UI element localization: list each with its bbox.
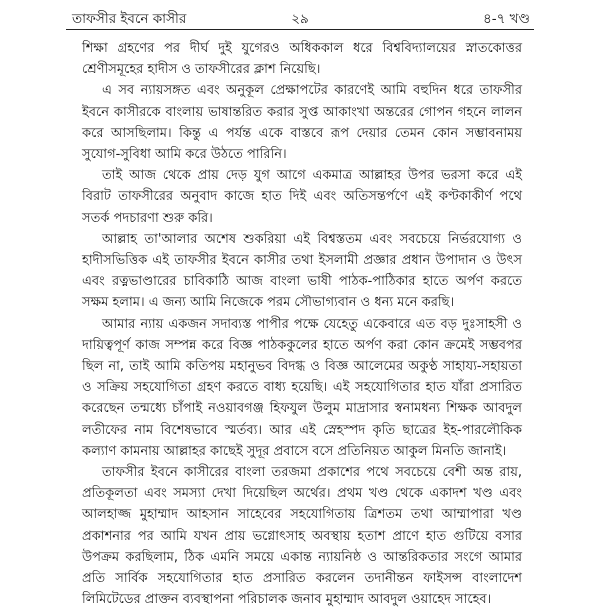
paragraph-6: তাফসীর ইবনে কাসীরের বাংলা তরজমা প্রকাশের পথে সবচেয়ে বেশী অন্ত রায়, প্রতিকূলতা এবং সমস্যা দেখা দিয়েছিল অর্থের। প্রথম খণ্ড থেকে একাদশ খণ্ড এবং আলহাজ্জ মুহাম্মাদ আহসান সাহেবের সহযোগিতায় ত্রিশতম তথা আম্মাপারা খণ্ড প্রকাশনার পর আমি যখন প্রায় ভগ্নোৎসাহ অবস্থায় হতাশ প্রাণে হাত গুটিয়ে বসার উপক্রম করছিলাম, ঠিক এমনি সময়ে একান্ত ন্যায়নিষ্ঠ ও আন্তরিকতার সংগে আমার প্রতি সার্বিক সহযোগিতার হাত প্রসারিত করলেন তদানীন্তন ফাইসন্স বাংলাদেশ লিমিটেডের প্রাক্তন ব্যবস্থাপনা পরিচালক জনাব মুহাম্মাদ আবদুল ওয়াহেদ সাহেব। bbox=[82, 465, 522, 608]
header-rule bbox=[66, 29, 534, 30]
page-header bbox=[66, 8, 534, 30]
page-number: ২৯ bbox=[291, 11, 309, 27]
paragraph-4: আল্লাহ তা'আলার অশেষ শুকরিয়া এই বিশ্বস্ততম এবং সবচেয়ে নির্ভরযোগ্য ও হাদীসভিত্তিক এই তাফসীর ইবনে কাসীর তথা ইসলামী প্রজ্ঞার প্রধান উপাদান ও উৎস এবং রত্নভাণ্ডারের চাবিকাঠি আজ বাংলা ভাষী পাঠক-পাঠিকার হাতে অর্পণ করতে সক্ষম হলাম। এ জন্য আমি নিজেকে পরম সৌভাগ্যবান ও ধন্য মনে করছি। bbox=[82, 231, 522, 311]
running-title: তাফসীর ইবনে কাসীর bbox=[72, 11, 187, 27]
paragraph-2: এ সব ন্যায়সঙ্গত এবং অনুকূল প্রেক্ষাপটের কারণেই আমি বহুদিন ধরে তাফসীর ইবনে কাসীরকে বাংলায় ভাষান্তরিত করার সুপ্ত আকাংখা অন্তরের গোপন গহনে লালন করে আসছিলাম। কিন্তু এ পর্যন্ত একে বাস্তবে রূপ দেয়ার তেমন কোন সম্ভাবনাময় সুযোগ-সুবিধা আমি করে উঠতে পারিনি। bbox=[82, 83, 522, 163]
page-body bbox=[82, 38, 522, 610]
paragraph-3: তাই আজ থেকে প্রায় দেড় যুগ আগে একমাত্র আল্লাহর উপর ভরসা করে এই বিরাট তাফসীরের অনুবাদ কাজে হাত দিই এবং অতিসন্তর্পণে এই কণ্টকাকীর্ণ পথে সতর্ক পদচারণা শুরু করি। bbox=[82, 168, 522, 226]
volume-label: ৪-৭ খণ্ড bbox=[482, 11, 530, 27]
paragraph-5: আমার ন্যায় একজন সদাব্যস্ত পাপীর পক্ষে যেহেতু একেবারে এত বড় দুঃসাহসী ও দায়িত্বপূর্ণ কাজ সম্পন্ন করে বিজ্ঞ পাঠককুলের হাতে অর্পণ করা কোন ক্রমেই সম্ভবপর ছিল না, তাই আমি কতিপয় মহানুভব বিদগ্ধ ও বিজ্ঞ আলেমের অকুণ্ঠ সাহায্য-সহায়তা ও সক্রিয় সহযোগিতা গ্রহণ করতে বাধ্য হয়েছি। এই সহযোগিতার হাত যাঁরা প্রসারিত করেছেন তন্মধ্যে চাঁপাই নওয়াবগঞ্জ হিফযুল উলুম মাদ্রাসার স্বনামধন্য শিক্ষক আবদুল লতীফের নাম বিশেষভাবে স্মর্তব্য। আর এই স্নেহস্পদ কৃতি ছাত্রের ইহ-পারলৌকিক কল্যাণ কামনায় আল্লাহর কাছেই সুদূর প্রবাসে বসে প্রতিনিয়ত আকুল মিনতি জানাই। bbox=[82, 316, 522, 459]
paragraph-1: শিক্ষা গ্রহণের পর দীর্ঘ দুই যুগেরও অধিককাল ধরে বিশ্ববিদ্যালয়ের স্নাতকোত্তর শ্রেণীসমূহের হাদীস ও তাফসীরের ক্লাশ নিয়েছি। bbox=[82, 41, 522, 78]
